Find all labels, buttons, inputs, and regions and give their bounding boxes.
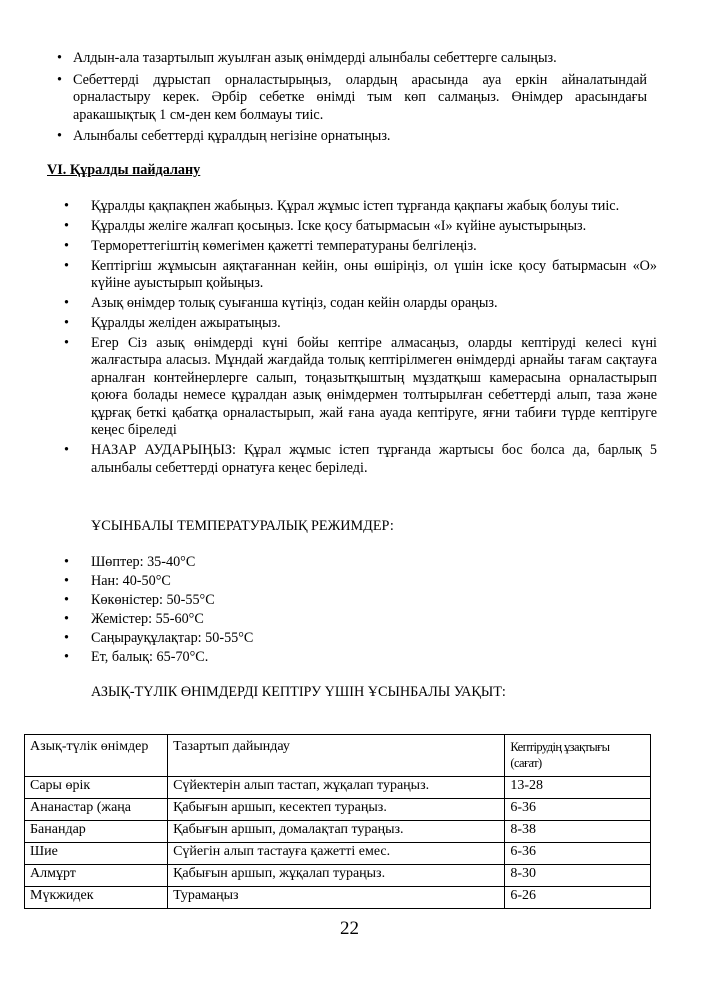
bullet-icon: • xyxy=(64,649,69,666)
bullet-icon: • xyxy=(64,217,69,234)
table-cell: 8-30 xyxy=(505,865,651,887)
list-item: • Құралды қақпақпен жабыңыз. Құрал жұмыс істеп тұрғанда қақпағы жабық болуы тиіс. xyxy=(64,198,620,214)
table-cell: Қабығын аршып, жұқалап тураңыз. xyxy=(168,865,505,887)
list-item: • Себеттерді дұрыстап орналастырыңыз, олардың арасында ауа еркін айналатындай орналастыру керек. Әрбір себетке өнімді тым көп салмаңыз. Өнімдер арасындағы аракашықтық 1 см-ден кем болмауы тиіс. xyxy=(57,71,647,123)
bullet-icon: • xyxy=(64,198,69,214)
list-item: • Термореттегіштің көмегімен қажетті температураны белгілеңіз. xyxy=(64,237,477,254)
bullet-icon: • xyxy=(64,237,69,254)
bullet-icon: • xyxy=(64,611,69,628)
bullet-icon: • xyxy=(64,554,69,570)
table-cell: Алмұрт xyxy=(25,865,168,887)
table-cell: 8-38 xyxy=(505,821,651,843)
bullet-icon: • xyxy=(64,257,69,274)
basket-instructions-list xyxy=(57,50,647,150)
bullet-icon: • xyxy=(64,334,69,351)
table-cell: 13-28 xyxy=(505,777,651,799)
list-item: • Саңырауқұлақтар: 50-55°С xyxy=(64,630,254,647)
table-cell: Банандар xyxy=(25,821,168,843)
table-row xyxy=(25,865,651,887)
list-item: • Көкөністер: 50-55°С xyxy=(64,592,215,609)
list-item: • Нан: 40-50°С xyxy=(64,573,171,590)
page-number: 22 xyxy=(340,918,359,939)
list-item: • Шөптер: 35-40°С xyxy=(64,554,196,570)
table-row xyxy=(25,777,651,799)
bullet-icon: • xyxy=(64,314,69,331)
bullet-icon: • xyxy=(64,592,69,609)
table-cell: Қабығын аршып, кесектеп тураңыз. xyxy=(168,799,505,821)
drying-time-heading: АЗЫҚ-ТҮЛІК ӨНІМДЕРДІ КЕПТІРУ ҮШІН ҰСЫНБАЛЫ УАҚЫТ: xyxy=(91,684,506,700)
column-header: Кептірудің ұзақтығы (сағат) xyxy=(505,735,651,777)
table-cell: Мүкжидек xyxy=(25,887,168,909)
table-cell: Сүйегін алып тастауға қажетті емес. xyxy=(168,843,505,865)
table-row xyxy=(25,887,651,909)
list-item: • Азық өнімдер толық суығанша күтіңіз, содан кейін оларды ораңыз. xyxy=(64,295,498,312)
column-header: Азық-түлік өнімдер xyxy=(25,735,168,777)
table-row xyxy=(25,799,651,821)
table-cell: Сүйектерін алып тастап, жұқалап тураңыз. xyxy=(168,777,505,799)
table-header-row xyxy=(25,735,651,777)
bullet-icon: • xyxy=(64,630,69,647)
table-cell: Қабығын аршып, домалақтап тураңыз. xyxy=(168,821,505,843)
bullet-icon: • xyxy=(64,573,69,590)
list-item: • Құралды желіге жалғап қосыңыз. Іске қосу батырмасын «I» күйіне ауыстырыңыз. xyxy=(64,217,587,234)
list-item: • Егер Сіз азық өнімдерді күні бойы кептіре алмасаңыз, оларды кептіруді келесі күні жалғастыра аласыз. Мұндай жағдайда толық кептірілмеген өнімдерді арнайы тағам сақтауға арналған контейнерлерге салып, тоңазытқыштың мұздатқыш камерасына орналастырып қоюға болады немесе құралдан азық өнімдермен толтырылған себеттерді алып, таза және құрғақ беткі қабатқа орналастырып, жай ғана ауада кептіруге, яғни табиғи түрде кептіруге кеңес біреледі xyxy=(64,334,657,439)
bullet-icon: • xyxy=(64,442,69,459)
column-header: Тазартып дайындау xyxy=(168,735,505,777)
table-cell: Ананастар (жаңа xyxy=(25,799,168,821)
section-heading: VI. Құралды пайдалану xyxy=(47,162,201,178)
bullet-icon: • xyxy=(64,295,69,312)
list-item: • Жемістер: 55-60°С xyxy=(64,611,204,628)
temperature-heading: ҰСЫНБАЛЫ ТЕМПЕРАТУРАЛЫҚ РЕЖИМДЕР: xyxy=(91,518,394,534)
bullet-icon: • xyxy=(57,128,62,144)
bullet-icon: • xyxy=(57,50,62,66)
usage-instructions-list xyxy=(64,198,657,480)
table-cell: Турамаңыз xyxy=(168,887,505,909)
list-item: • Кептіргіш жұмысын аяқтағаннан кейін, оны өшіріңіз, ол үшін іске қосу батырмасын «О» күйіне ауыстырып қойыңыз. xyxy=(64,257,657,292)
list-item: • Алдын-ала тазартылып жуылған азық өнімдерді алынбалы себеттерге салыңыз. xyxy=(57,50,557,66)
table-cell: Сары өрік xyxy=(25,777,168,799)
table-cell: 6-36 xyxy=(505,843,651,865)
drying-time-table xyxy=(24,734,651,909)
bullet-icon: • xyxy=(57,71,62,88)
list-item: • Ет, балық: 65-70°С. xyxy=(64,649,209,666)
list-item: • НАЗАР АУДАРЫҢЫЗ: Құрал жұмыс істеп тұрғанда жартысы бос болса да, барлық 5 алынбалы себеттерді орнатуға кеңес беріледі. xyxy=(64,442,657,476)
list-item: • Алынбалы себеттерді құралдың негізіне орнатыңыз. xyxy=(57,128,391,144)
table-row xyxy=(25,821,651,843)
table-cell: 6-26 xyxy=(505,887,651,909)
table-cell: Шие xyxy=(25,843,168,865)
temperature-list xyxy=(64,554,253,669)
list-item: • Құралды желіден ажыратыңыз. xyxy=(64,314,281,331)
table-row xyxy=(25,843,651,865)
table-cell: 6-36 xyxy=(505,799,651,821)
